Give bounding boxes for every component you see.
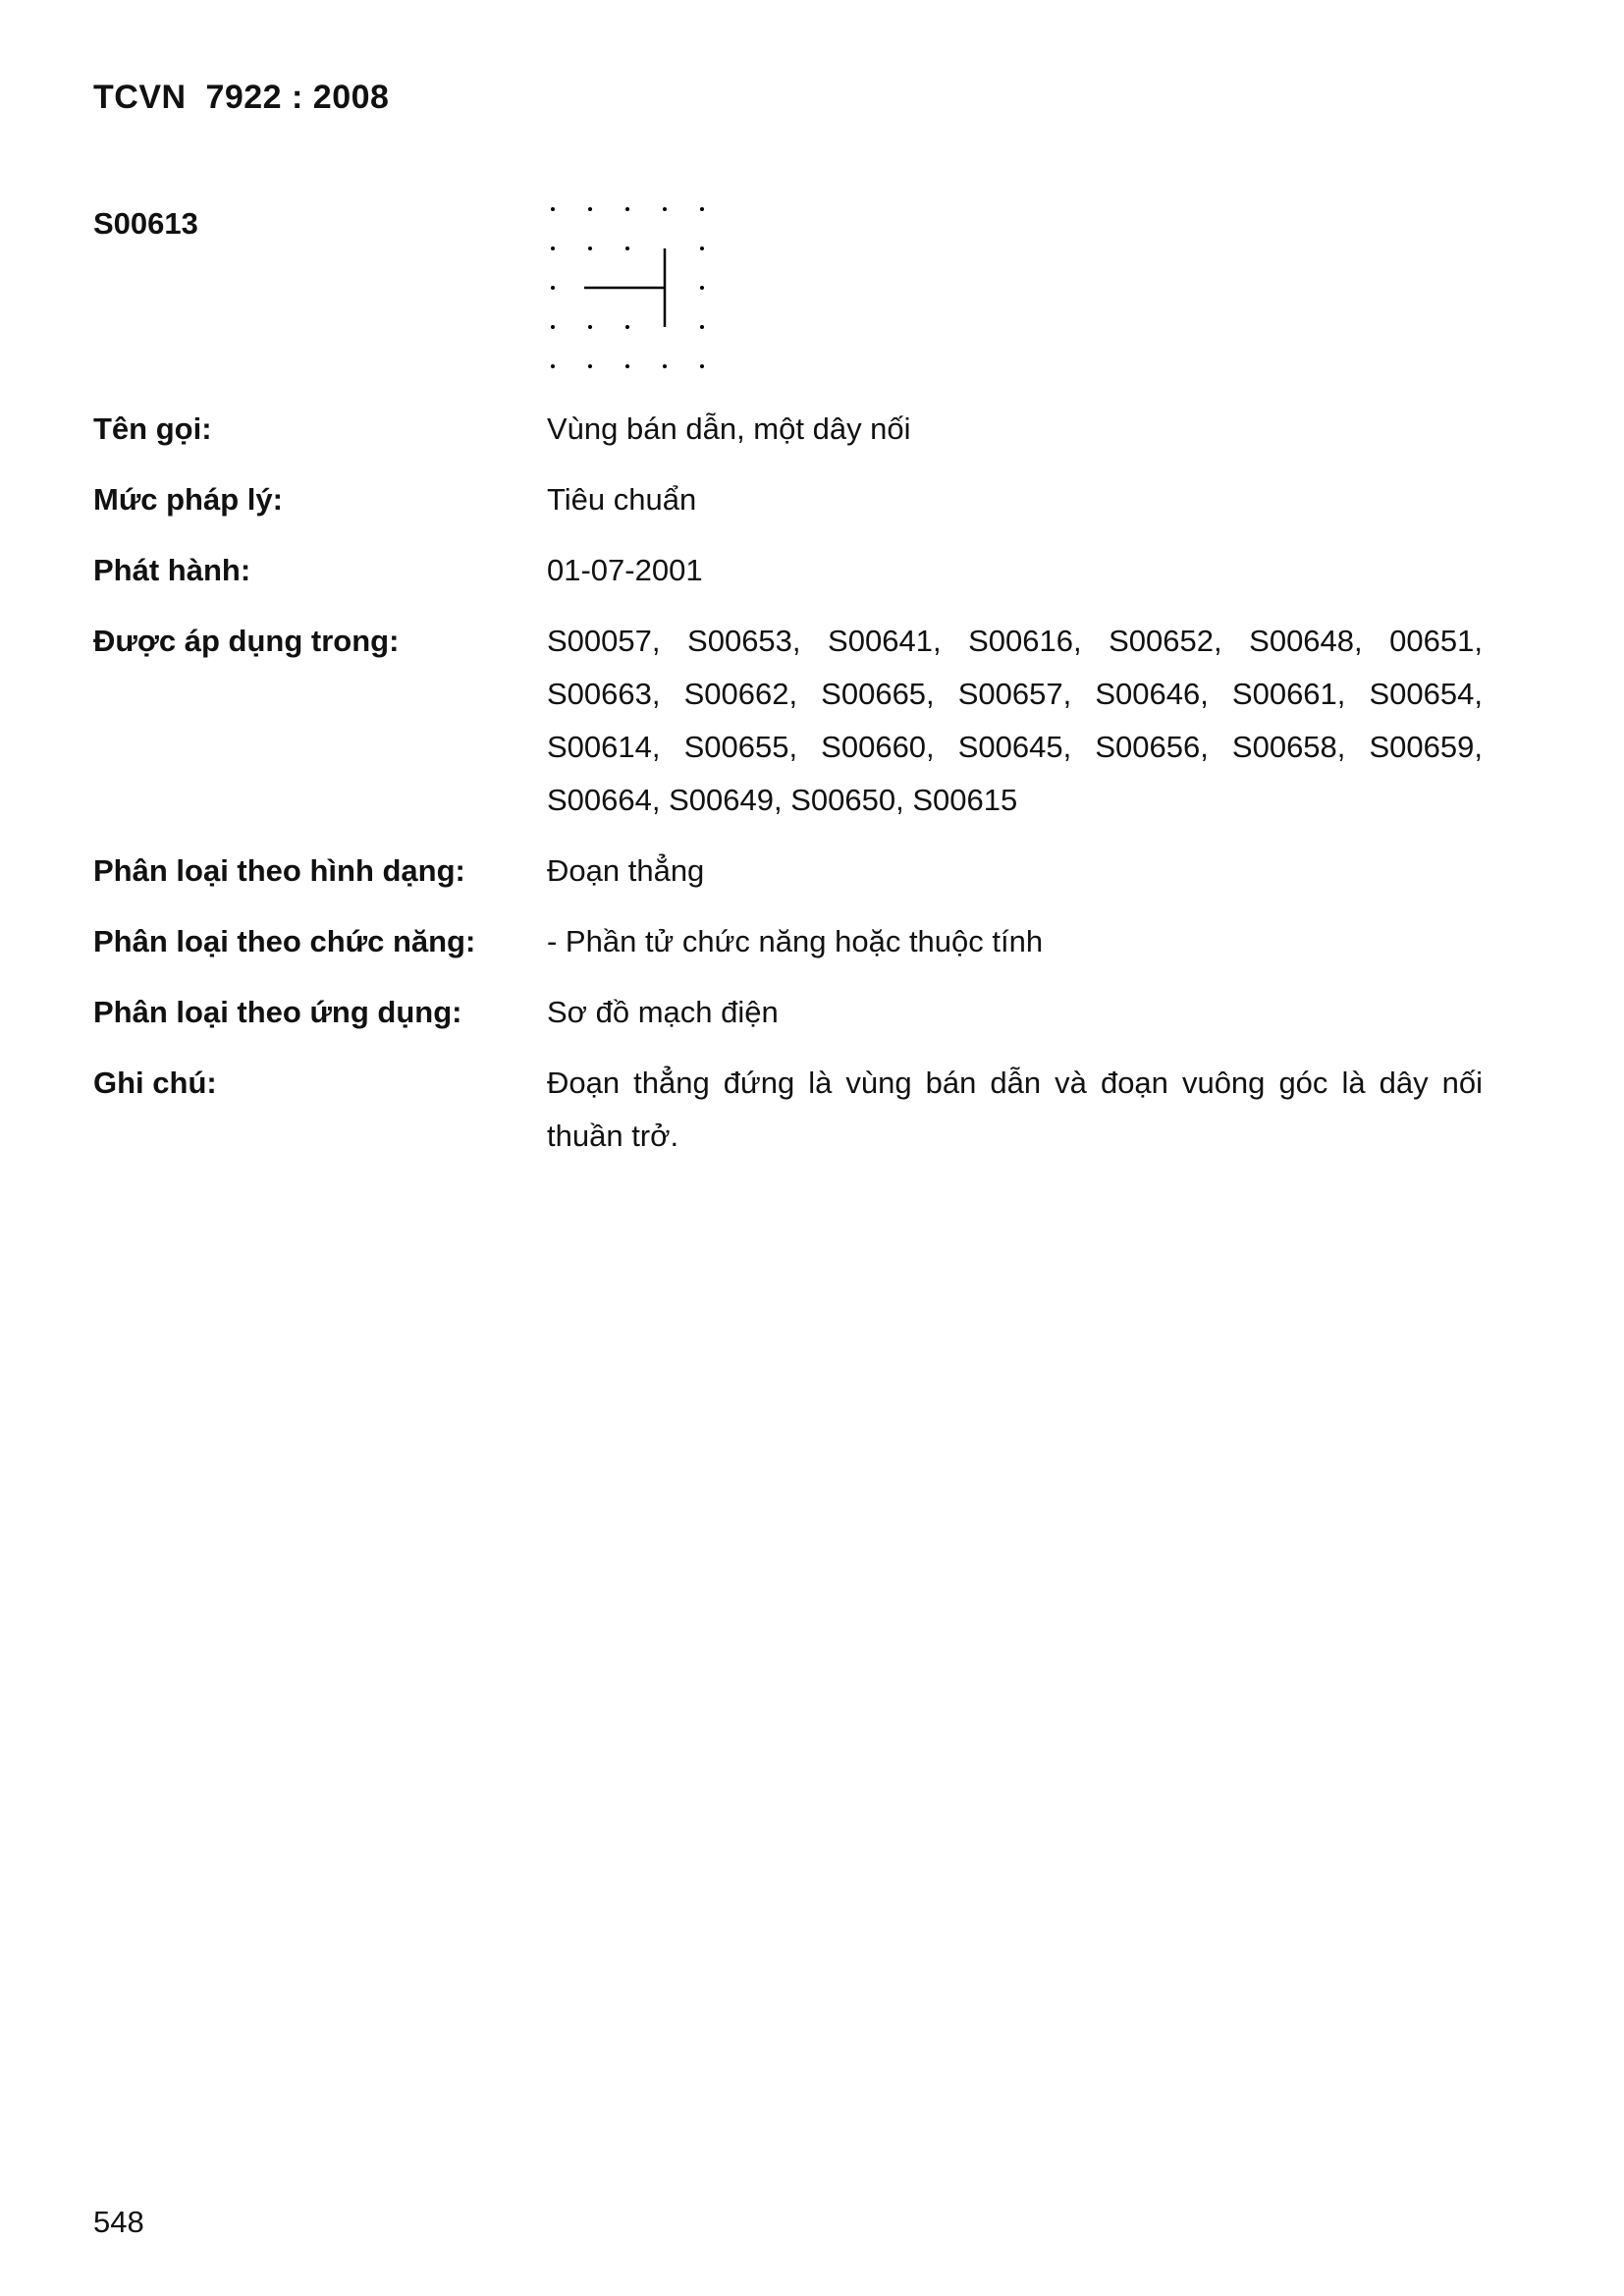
field-label: Mức pháp lý: xyxy=(93,482,283,517)
field-label: Phân loại theo ứng dụng: xyxy=(93,995,462,1029)
field-value: Sơ đồ mạch điện xyxy=(547,995,779,1029)
field-label: Được áp dụng trong: xyxy=(93,624,400,658)
field-value: S00057, S00653, S00641, S00616, S00652, S00648, 00651, S00663, S00662, S00665, S00657, S00646, S00661, S00654, S00614, S00655, S00660, S00645, S00656, S00658, S00659, S00664, S00649, S00650, S00615 xyxy=(547,624,1483,817)
field-value: Đoạn thẳng đứng là vùng bán dẫn và đoạn vuông góc là dây nối thuần trở. xyxy=(547,1066,1483,1153)
field-value: Đoạn thẳng xyxy=(547,853,705,888)
field-label: Phân loại theo hình dạng: xyxy=(93,853,465,888)
field-value: - Phần tử chức năng hoặc thuộc tính xyxy=(547,924,1044,958)
field-value: Vùng bán dẫn, một dây nối xyxy=(547,411,911,446)
field-label: Phát hành: xyxy=(93,553,251,587)
field-row-function-class xyxy=(93,915,1483,968)
symbol-details xyxy=(93,403,1483,1180)
field-row-legal-level xyxy=(93,473,1483,526)
field-row-application-class xyxy=(93,986,1483,1039)
page-number: 548 xyxy=(93,2205,144,2239)
field-value: 01-07-2001 xyxy=(547,553,703,587)
field-label: Tên gọi: xyxy=(93,411,212,446)
field-value: Tiêu chuẩn xyxy=(547,482,697,517)
field-label: Phân loại theo chức năng: xyxy=(93,924,476,958)
document-standard-header: TCVN 7922 : 2008 xyxy=(93,79,390,116)
semiconductor-symbol-icon xyxy=(535,191,731,378)
symbol-code: S00613 xyxy=(93,206,198,241)
field-row-name xyxy=(93,403,1483,456)
field-row-issued xyxy=(93,544,1483,597)
field-row-note xyxy=(93,1057,1483,1163)
field-row-applied-in xyxy=(93,615,1483,827)
field-label: Ghi chú: xyxy=(93,1066,217,1100)
field-row-shape-class xyxy=(93,845,1483,898)
